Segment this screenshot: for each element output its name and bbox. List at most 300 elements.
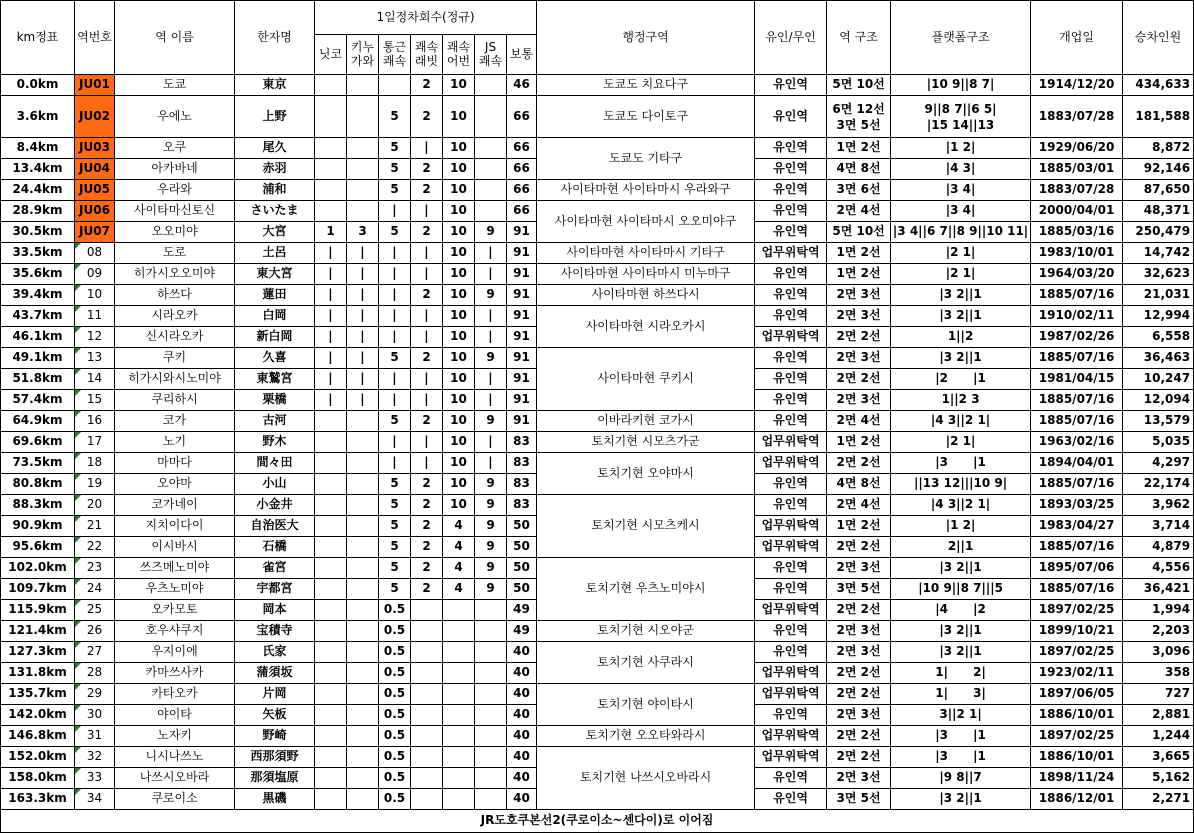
km-cell: 49.1km xyxy=(1,348,75,369)
opened-date: 1897/02/25 xyxy=(1031,642,1123,663)
stop-count-local: 46 xyxy=(507,75,537,96)
passenger-count: 21,031 xyxy=(1123,285,1194,306)
admin-region: 토치기현 나쓰시오바라시 xyxy=(537,747,755,810)
stop-count-local: 66 xyxy=(507,96,537,138)
stop-count-js-rapid: 9 xyxy=(475,579,507,600)
staffed-status: 유인역 xyxy=(755,705,827,726)
comment-marker-icon xyxy=(75,600,81,606)
stop-count-commuter: 0.5 xyxy=(379,621,411,642)
passenger-count: 434,633 xyxy=(1123,75,1194,96)
stop-count-js-rapid: | xyxy=(475,432,507,453)
km-cell: 121.4km xyxy=(1,621,75,642)
comment-marker-icon xyxy=(75,285,81,291)
passenger-count: 358 xyxy=(1123,663,1194,684)
stop-count-local: 49 xyxy=(507,600,537,621)
station-hanja: 野木 xyxy=(235,432,315,453)
header-platform-structure: 플랫폼구조 xyxy=(891,1,1031,75)
stop-count-js-rapid xyxy=(475,180,507,201)
header-kinugawa: 키누 가와 xyxy=(347,35,379,75)
passenger-count: 3,665 xyxy=(1123,747,1194,768)
stop-count-js-rapid: | xyxy=(475,327,507,348)
stop-count-commuter: 5 xyxy=(379,348,411,369)
stop-count-js-rapid: | xyxy=(475,369,507,390)
platform-structure: |4 3||2 1| xyxy=(891,495,1031,516)
station-structure: 2면 3선 xyxy=(827,768,891,789)
staffed-status: 유인역 xyxy=(755,642,827,663)
passenger-count: 5,035 xyxy=(1123,432,1194,453)
opened-date: 1987/02/26 xyxy=(1031,327,1123,348)
stop-count-local: 83 xyxy=(507,474,537,495)
km-cell: 88.3km xyxy=(1,495,75,516)
station-name: 오쿠 xyxy=(115,138,235,159)
station-structure: 2면 2선 xyxy=(827,327,891,348)
station-name: 쿠리하시 xyxy=(115,390,235,411)
station-name: 니시나쓰노 xyxy=(115,747,235,768)
stop-count-local: 40 xyxy=(507,663,537,684)
km-cell: 33.5km xyxy=(1,243,75,264)
opened-date: 1883/07/28 xyxy=(1031,96,1123,138)
comment-marker-icon xyxy=(75,495,81,501)
staffed-status: 업무위탁역 xyxy=(755,432,827,453)
comment-marker-icon xyxy=(75,558,81,564)
platform-structure: |4 3| xyxy=(891,159,1031,180)
stop-count-nikko xyxy=(315,159,347,180)
stop-count-rapid-urban: 10 xyxy=(443,474,475,495)
stop-count-rapid-rabbit: | xyxy=(411,390,443,411)
station-hanja: 上野 xyxy=(235,96,315,138)
station-hanja: 白岡 xyxy=(235,306,315,327)
stop-count-rapid-rabbit xyxy=(411,621,443,642)
header-rapid-urban: 쾌속 어번 xyxy=(443,35,475,75)
stop-count-commuter: 5 xyxy=(379,537,411,558)
table-row xyxy=(1,621,1194,642)
km-cell: 102.0km xyxy=(1,558,75,579)
station-hanja: 那須塩原 xyxy=(235,768,315,789)
station-hanja: 片岡 xyxy=(235,684,315,705)
stop-count-local: 50 xyxy=(507,579,537,600)
admin-region: 사이타마현 시라오카시 xyxy=(537,306,755,348)
comment-marker-icon xyxy=(75,579,81,585)
station-structure: 2면 3선 xyxy=(827,558,891,579)
stop-count-kinugawa xyxy=(347,138,379,159)
station-code: 23 xyxy=(75,558,115,579)
station-code: 16 xyxy=(75,411,115,432)
station-hanja: 東大宮 xyxy=(235,264,315,285)
stop-count-rapid-rabbit: 2 xyxy=(411,75,443,96)
platform-structure: |9 8||7 xyxy=(891,768,1031,789)
station-hanja: 栗橋 xyxy=(235,390,315,411)
passenger-count: 727 xyxy=(1123,684,1194,705)
station-code: 09 xyxy=(75,264,115,285)
stop-count-js-rapid: | xyxy=(475,453,507,474)
staffed-status: 유인역 xyxy=(755,390,827,411)
stop-count-commuter: 0.5 xyxy=(379,663,411,684)
station-structure: 2면 2선 xyxy=(827,747,891,768)
admin-region: 토치기현 시모츠케시 xyxy=(537,495,755,558)
stop-count-kinugawa xyxy=(347,453,379,474)
stop-count-commuter: | xyxy=(379,243,411,264)
stop-count-local: 40 xyxy=(507,705,537,726)
stop-count-js-rapid: 9 xyxy=(475,285,507,306)
stop-count-kinugawa xyxy=(347,642,379,663)
stop-count-commuter: 5 xyxy=(379,96,411,138)
stop-count-rapid-urban xyxy=(443,600,475,621)
stop-count-js-rapid xyxy=(475,642,507,663)
platform-structure: |3 2||1 xyxy=(891,306,1031,327)
km-cell: 95.6km xyxy=(1,537,75,558)
opened-date: 1885/07/16 xyxy=(1031,390,1123,411)
comment-marker-icon xyxy=(75,411,81,417)
stop-count-js-rapid: 9 xyxy=(475,495,507,516)
table-row xyxy=(1,138,1194,159)
opened-date: 1886/10/01 xyxy=(1031,705,1123,726)
platform-structure: 1| 2| xyxy=(891,663,1031,684)
station-code: JU05 xyxy=(75,180,115,201)
opened-date: 1910/02/11 xyxy=(1031,306,1123,327)
stop-count-nikko xyxy=(315,453,347,474)
stop-count-commuter: | xyxy=(379,390,411,411)
platform-structure: |3 |1 xyxy=(891,726,1031,747)
stop-count-local: 66 xyxy=(507,138,537,159)
station-code: 18 xyxy=(75,453,115,474)
stop-count-rapid-rabbit: 2 xyxy=(411,180,443,201)
opened-date: 1898/11/24 xyxy=(1031,768,1123,789)
stop-count-kinugawa xyxy=(347,558,379,579)
stop-count-nikko xyxy=(315,96,347,138)
platform-structure: ||13 12|||10 9| xyxy=(891,474,1031,495)
admin-region: 토치기현 오오타와라시 xyxy=(537,726,755,747)
comment-marker-icon xyxy=(75,537,81,543)
staffed-status: 업무위탁역 xyxy=(755,747,827,768)
admin-region: 사이타마현 사이타마시 기타구 xyxy=(537,243,755,264)
stop-count-commuter: | xyxy=(379,306,411,327)
stop-count-nikko: 1 xyxy=(315,222,347,243)
stop-count-rapid-urban: 10 xyxy=(443,138,475,159)
platform-structure: |3 2||1 xyxy=(891,348,1031,369)
stop-count-kinugawa: | xyxy=(347,243,379,264)
station-hanja: 蓮田 xyxy=(235,285,315,306)
stop-count-kinugawa xyxy=(347,495,379,516)
station-hanja: 土呂 xyxy=(235,243,315,264)
stop-count-js-rapid xyxy=(475,726,507,747)
stop-count-rapid-urban xyxy=(443,726,475,747)
platform-structure: |3 2||1 xyxy=(891,558,1031,579)
staffed-status: 업무위탁역 xyxy=(755,453,827,474)
station-code: 24 xyxy=(75,579,115,600)
station-name: 시라오카 xyxy=(115,306,235,327)
stop-count-rapid-urban: 10 xyxy=(443,390,475,411)
stop-count-commuter: 0.5 xyxy=(379,789,411,810)
station-structure: 2면 3선 xyxy=(827,285,891,306)
stop-count-kinugawa xyxy=(347,768,379,789)
staffed-status: 유인역 xyxy=(755,180,827,201)
km-cell: 28.9km xyxy=(1,201,75,222)
station-structure: 2면 4선 xyxy=(827,495,891,516)
stop-count-nikko xyxy=(315,663,347,684)
km-cell: 39.4km xyxy=(1,285,75,306)
stop-count-js-rapid xyxy=(475,138,507,159)
stop-count-js-rapid xyxy=(475,789,507,810)
staffed-status: 유인역 xyxy=(755,264,827,285)
platform-structure: |3 2||1 xyxy=(891,285,1031,306)
stop-count-rapid-rabbit: 2 xyxy=(411,537,443,558)
staffed-status: 유인역 xyxy=(755,96,827,138)
station-structure: 1면 2선 xyxy=(827,243,891,264)
staffed-status: 유인역 xyxy=(755,222,827,243)
station-hanja: さいたま xyxy=(235,201,315,222)
stop-count-local: 66 xyxy=(507,180,537,201)
stop-count-rapid-urban: 4 xyxy=(443,516,475,537)
platform-structure: |3 4| xyxy=(891,201,1031,222)
station-structure: 2면 2선 xyxy=(827,369,891,390)
stop-count-nikko xyxy=(315,726,347,747)
passenger-count: 32,623 xyxy=(1123,264,1194,285)
admin-region: 사이타마현 사이타마시 우라와구 xyxy=(537,180,755,201)
station-name: 쓰즈메노미야 xyxy=(115,558,235,579)
staffed-status: 유인역 xyxy=(755,558,827,579)
opened-date: 1886/12/01 xyxy=(1031,789,1123,810)
station-name: 야이타 xyxy=(115,705,235,726)
stop-count-kinugawa xyxy=(347,516,379,537)
km-cell: 135.7km xyxy=(1,684,75,705)
passenger-count: 48,371 xyxy=(1123,201,1194,222)
stop-count-rapid-urban xyxy=(443,642,475,663)
km-cell: 158.0km xyxy=(1,768,75,789)
stop-count-js-rapid xyxy=(475,684,507,705)
stop-count-kinugawa xyxy=(347,579,379,600)
km-cell: 142.0km xyxy=(1,705,75,726)
staffed-status: 유인역 xyxy=(755,369,827,390)
comment-marker-icon xyxy=(75,726,81,732)
table-row xyxy=(1,243,1194,264)
platform-structure: |2 1| xyxy=(891,243,1031,264)
stop-count-nikko xyxy=(315,138,347,159)
station-code: 33 xyxy=(75,768,115,789)
station-structure: 2면 3선 xyxy=(827,705,891,726)
stop-count-nikko xyxy=(315,747,347,768)
staffed-status: 유인역 xyxy=(755,285,827,306)
station-structure-line: 6면 12선 xyxy=(832,101,885,116)
admin-region: 토치기현 우츠노미야시 xyxy=(537,558,755,621)
km-cell: 69.6km xyxy=(1,432,75,453)
comment-marker-icon xyxy=(75,306,81,312)
stop-count-rapid-urban: 10 xyxy=(443,96,475,138)
platform-structure: 1||2 xyxy=(891,327,1031,348)
station-hanja: 古河 xyxy=(235,411,315,432)
stop-count-commuter: 5 xyxy=(379,579,411,600)
header-stops-group: 1일정차회수(정규) xyxy=(315,1,537,35)
stop-count-nikko xyxy=(315,537,347,558)
station-hanja: 宇都宮 xyxy=(235,579,315,600)
stop-count-rapid-urban: 10 xyxy=(443,432,475,453)
station-structure: 4면 8선 xyxy=(827,474,891,495)
stop-count-nikko: | xyxy=(315,306,347,327)
stop-count-nikko xyxy=(315,180,347,201)
platform-structure: |3 2||1 xyxy=(891,621,1031,642)
passenger-count: 2,881 xyxy=(1123,705,1194,726)
comment-marker-icon xyxy=(75,621,81,627)
opened-date: 1983/04/27 xyxy=(1031,516,1123,537)
stop-count-local: 91 xyxy=(507,348,537,369)
header-passengers: 승차인원 xyxy=(1123,1,1194,75)
stop-count-kinugawa: | xyxy=(347,390,379,411)
km-cell: 43.7km xyxy=(1,306,75,327)
station-structure xyxy=(827,96,891,138)
staffed-status: 업무위탁역 xyxy=(755,663,827,684)
station-structure: 2면 2선 xyxy=(827,537,891,558)
station-hanja: 野崎 xyxy=(235,726,315,747)
passenger-count: 10,247 xyxy=(1123,369,1194,390)
station-name: 우츠노미야 xyxy=(115,579,235,600)
header-code: 역번호 xyxy=(75,1,115,75)
opened-date: 1963/02/16 xyxy=(1031,432,1123,453)
stop-count-local: 83 xyxy=(507,495,537,516)
station-code: 29 xyxy=(75,684,115,705)
staffed-status: 업무위탁역 xyxy=(755,537,827,558)
comment-marker-icon xyxy=(75,768,81,774)
station-hanja: 東鷲宮 xyxy=(235,369,315,390)
km-cell: 80.8km xyxy=(1,474,75,495)
stop-count-js-rapid xyxy=(475,96,507,138)
opened-date: 1983/10/01 xyxy=(1031,243,1123,264)
opened-date: 1897/06/05 xyxy=(1031,684,1123,705)
station-code: 32 xyxy=(75,747,115,768)
station-name: 쿠키 xyxy=(115,348,235,369)
opened-date: 1964/03/20 xyxy=(1031,264,1123,285)
stop-count-rapid-urban: 10 xyxy=(443,285,475,306)
km-cell: 109.7km xyxy=(1,579,75,600)
stop-count-nikko: | xyxy=(315,390,347,411)
stop-count-local: 40 xyxy=(507,768,537,789)
station-name: 히가시와시노미야 xyxy=(115,369,235,390)
stop-count-rapid-rabbit: 2 xyxy=(411,222,443,243)
opened-date: 1914/12/20 xyxy=(1031,75,1123,96)
staffed-status: 유인역 xyxy=(755,768,827,789)
stop-count-rapid-rabbit: | xyxy=(411,138,443,159)
stop-count-kinugawa xyxy=(347,789,379,810)
stop-count-js-rapid xyxy=(475,159,507,180)
stop-count-local: 91 xyxy=(507,327,537,348)
opened-date: 1923/02/11 xyxy=(1031,663,1123,684)
passenger-count: 3,962 xyxy=(1123,495,1194,516)
opened-date: 2000/04/01 xyxy=(1031,201,1123,222)
stop-count-kinugawa xyxy=(347,96,379,138)
opened-date: 1885/03/01 xyxy=(1031,159,1123,180)
opened-date: 1885/03/16 xyxy=(1031,222,1123,243)
km-cell: 64.9km xyxy=(1,411,75,432)
station-name: 우지이에 xyxy=(115,642,235,663)
stop-count-rapid-urban xyxy=(443,747,475,768)
stop-count-commuter: 5 xyxy=(379,180,411,201)
stop-count-rapid-urban: 4 xyxy=(443,537,475,558)
station-name: 마마다 xyxy=(115,453,235,474)
stop-count-js-rapid: 9 xyxy=(475,474,507,495)
station-code: 30 xyxy=(75,705,115,726)
station-code: 11 xyxy=(75,306,115,327)
stop-count-commuter: | xyxy=(379,432,411,453)
stop-count-commuter: 5 xyxy=(379,495,411,516)
station-structure: 2면 3선 xyxy=(827,306,891,327)
table-row xyxy=(1,558,1194,579)
staffed-status: 유인역 xyxy=(755,474,827,495)
admin-region: 이바라키현 코가시 xyxy=(537,411,755,432)
stop-count-kinugawa xyxy=(347,663,379,684)
stop-count-kinugawa xyxy=(347,684,379,705)
station-structure: 1면 2선 xyxy=(827,138,891,159)
stop-count-js-rapid xyxy=(475,663,507,684)
passenger-count: 3,096 xyxy=(1123,642,1194,663)
stop-count-kinugawa xyxy=(347,600,379,621)
km-cell: 35.6km xyxy=(1,264,75,285)
passenger-count: 181,588 xyxy=(1123,96,1194,138)
stop-count-local: 91 xyxy=(507,285,537,306)
stop-count-kinugawa xyxy=(347,411,379,432)
table-row xyxy=(1,348,1194,369)
comment-marker-icon xyxy=(75,705,81,711)
opened-date: 1929/06/20 xyxy=(1031,138,1123,159)
platform-structure: |10 9||8 7| xyxy=(891,75,1031,96)
stop-count-rapid-rabbit: | xyxy=(411,327,443,348)
stop-count-js-rapid: | xyxy=(475,264,507,285)
passenger-count: 6,558 xyxy=(1123,327,1194,348)
table-row xyxy=(1,726,1194,747)
stop-count-js-rapid: 9 xyxy=(475,516,507,537)
station-structure: 2면 3선 xyxy=(827,348,891,369)
stop-count-nikko xyxy=(315,600,347,621)
header-km: km정표 xyxy=(1,1,75,75)
opened-date: 1885/07/16 xyxy=(1031,537,1123,558)
platform-structure-line: 9||8 7||6 5| xyxy=(924,101,997,116)
table-row xyxy=(1,432,1194,453)
station-structure: 2면 2선 xyxy=(827,600,891,621)
comment-marker-icon xyxy=(75,684,81,690)
opened-date: 1899/10/21 xyxy=(1031,621,1123,642)
platform-structure: |3 |1 xyxy=(891,747,1031,768)
stop-count-kinugawa xyxy=(347,705,379,726)
stop-count-commuter: | xyxy=(379,264,411,285)
station-hanja: 大宮 xyxy=(235,222,315,243)
platform-structure: 3||2 1| xyxy=(891,705,1031,726)
km-cell: 146.8km xyxy=(1,726,75,747)
staffed-status: 업무위탁역 xyxy=(755,516,827,537)
station-structure: 5면 10선 xyxy=(827,75,891,96)
station-name: 코가 xyxy=(115,411,235,432)
stop-count-rapid-rabbit: 2 xyxy=(411,411,443,432)
stop-count-nikko: | xyxy=(315,327,347,348)
staffed-status: 유인역 xyxy=(755,411,827,432)
stop-count-local: 66 xyxy=(507,159,537,180)
station-structure: 3면 6선 xyxy=(827,180,891,201)
stop-count-local: 40 xyxy=(507,726,537,747)
station-name: 코가네이 xyxy=(115,495,235,516)
station-hanja: 蒲須坂 xyxy=(235,663,315,684)
stop-count-kinugawa xyxy=(347,75,379,96)
passenger-count: 2,271 xyxy=(1123,789,1194,810)
stop-count-rapid-rabbit: 2 xyxy=(411,96,443,138)
stop-count-rapid-urban: 10 xyxy=(443,453,475,474)
staffed-status: 업무위탁역 xyxy=(755,243,827,264)
stop-count-rapid-rabbit: 2 xyxy=(411,159,443,180)
passenger-count: 4,297 xyxy=(1123,453,1194,474)
stop-count-nikko xyxy=(315,579,347,600)
station-structure: 1면 2선 xyxy=(827,516,891,537)
table-row xyxy=(1,180,1194,201)
opened-date: 1885/07/16 xyxy=(1031,474,1123,495)
station-name: 나쓰시오바라 xyxy=(115,768,235,789)
opened-date: 1886/10/01 xyxy=(1031,747,1123,768)
passenger-count: 36,463 xyxy=(1123,348,1194,369)
header-admin: 행정구역 xyxy=(537,1,755,75)
